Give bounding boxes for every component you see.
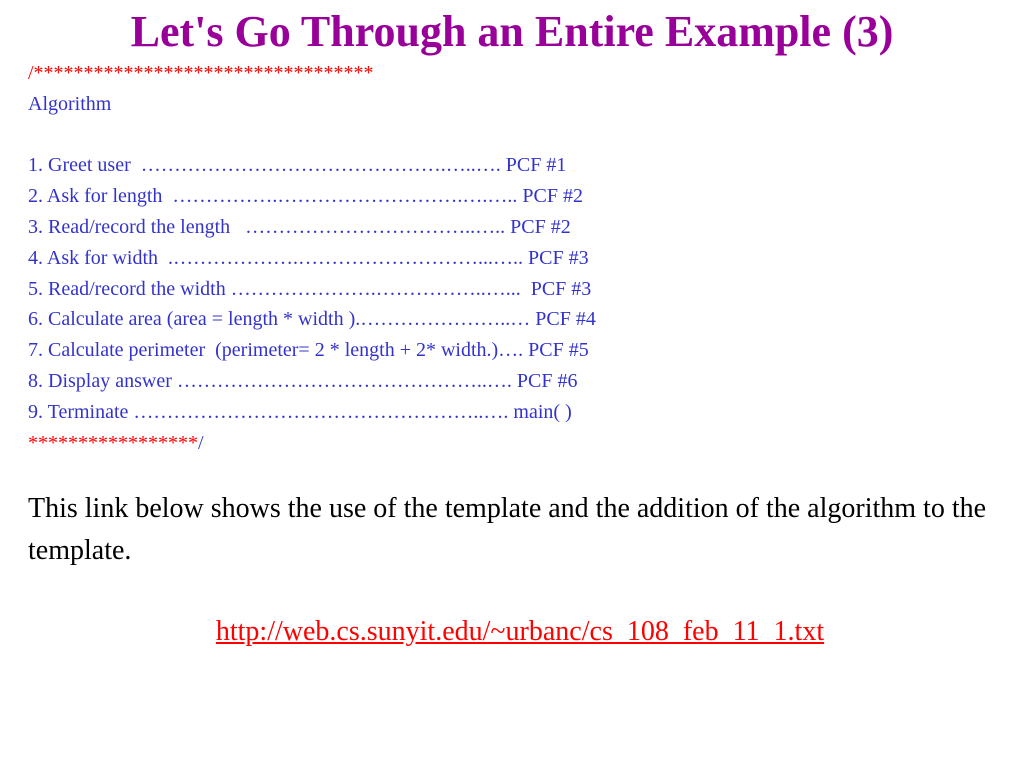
description-paragraph: This link below shows the use of the template and the addition of the algorithm to the template.	[28, 493, 987, 566]
comment-open-line: /**********************************	[28, 62, 374, 84]
algorithm-step: 4. Ask for width .……………….………………………...….. PCF #3	[28, 246, 589, 269]
algorithm-step: 5. Read/record the width ………………….……………..…... PCF #3	[28, 277, 592, 300]
algorithm-step: 6. Calculate area (area = length * width ).…………………..… PCF #4	[28, 308, 596, 331]
algorithm-step: 8. Display answer ………………………………………..…. PCF #6	[28, 369, 578, 392]
algorithm-step: 7. Calculate perimeter (perimeter= 2 * length + 2* width.)…. PCF #5	[28, 339, 589, 362]
slide-title: Let's Go Through an Entire Example (3)	[130, 7, 894, 56]
algorithm-step: 9. Terminate ……………………………………………..…. main( )	[28, 400, 572, 423]
comment-close-slash: /	[198, 431, 204, 454]
algorithm-heading: Algorithm	[28, 92, 112, 115]
algorithm-step: 3. Read/record the length ……………………………..….. PCF #2	[28, 215, 571, 238]
algorithm-step: 1. Greet user ……………………………………….…..…. PCF #1	[28, 154, 567, 177]
algorithm-step: 2. Ask for length …………….……………………….….….. PCF #2	[28, 185, 584, 208]
template-link[interactable]: http://web.cs.sunyit.edu/~urbanc/cs_108_feb_11_1.txt	[215, 616, 825, 647]
comment-close-line	[28, 428, 1008, 459]
algorithm-code-block	[28, 58, 1008, 458]
comment-close-stars: *****************	[28, 431, 198, 454]
blank-line	[28, 120, 1008, 151]
